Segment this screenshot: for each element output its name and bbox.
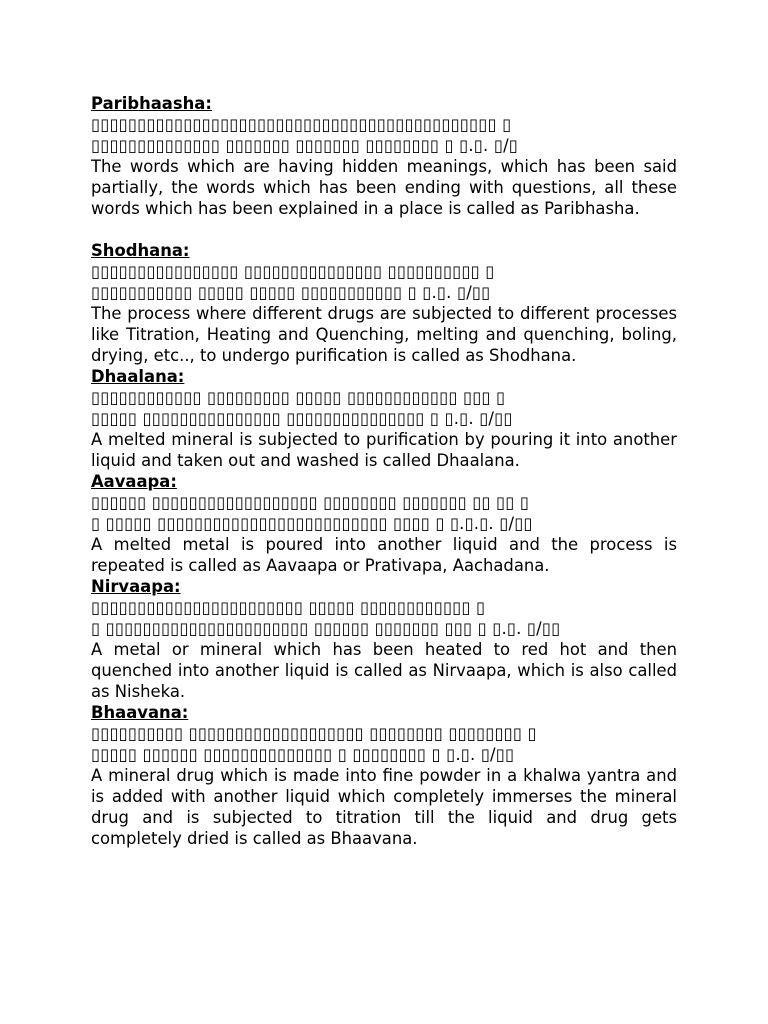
- section-aavaapa: [91, 471, 677, 576]
- sloka-line: ▯▯▯▯▯▯▯▯▯▯▯▯ ▯▯▯▯▯▯▯▯▯ ▯▯▯▯▯ ▯▯▯▯▯▯▯▯▯▯▯▯ ▯▯▯ ▯: [91, 388, 506, 407]
- sloka-line: ▯▯▯▯▯▯▯▯▯▯▯▯▯▯▯▯▯▯▯▯▯▯▯▯▯▯▯▯▯▯▯▯▯▯▯▯▯▯▯▯▯▯▯▯ ▯: [91, 115, 512, 134]
- sloka-line: ▯▯▯▯▯▯▯▯▯▯▯▯▯▯ ▯▯▯▯▯▯▯ ▯▯▯▯▯▯▯ ▯▯▯▯▯▯▯▯ ▯ ▯.▯. ▯/▯: [91, 136, 519, 155]
- section-description: A melted metal is poured into another liquid and the process is repeated is called as Aavaapa or Prativapa, Aachadana.: [91, 535, 677, 575]
- section-dhaalana: [91, 366, 677, 471]
- section-heading: Aavaapa:: [91, 472, 177, 491]
- section-description: A mineral drug which is made into fine powder in a khalwa yantra and is added with another liquid which completely immerses the mineral drug and is subjected to titration till the liquid and drug gets completely dried is called as Bhaavana.: [91, 766, 677, 848]
- sloka-line: ▯▯▯▯▯ ▯▯▯▯▯▯▯▯▯▯▯▯▯▯▯ ▯▯▯▯▯▯▯▯▯▯▯▯▯▯▯ ▯ ▯.▯. ▯/▯▯: [91, 409, 513, 428]
- section-description: The process where different drugs are subjected to different processes like Titration, Heating and Quenching, melting and quenching, boling, drying, etc.., to undergo purification is called as Shodhana.: [91, 304, 677, 365]
- section-heading: Nirvaapa:: [91, 577, 181, 596]
- sloka-line: ▯▯▯▯▯▯ ▯▯▯▯▯▯▯▯▯▯▯▯▯▯▯▯▯▯ ▯▯▯▯▯▯▯▯ ▯▯▯▯▯▯▯ ▯▯ ▯▯ ▯: [91, 493, 530, 512]
- blank-line: [91, 219, 677, 240]
- sloka-line: ▯ ▯▯▯▯▯ ▯▯▯▯▯▯▯▯▯▯▯▯▯▯▯▯▯▯▯▯▯▯▯▯▯ ▯▯▯▯ ▯ ▯.▯.▯. ▯/▯▯: [91, 514, 533, 533]
- section-shodhana: [91, 240, 677, 366]
- section-nirvaapa: [91, 576, 677, 702]
- section-paribhaasha: [91, 93, 677, 219]
- document-page: [91, 93, 677, 849]
- section-description: A melted mineral is subjected to purification by pouring it into another liquid and taken out and washed is called Dhaalana.: [91, 430, 677, 470]
- section-heading: Shodhana:: [91, 241, 190, 260]
- sloka-line: ▯▯▯▯▯▯▯▯▯▯▯▯▯▯▯▯▯▯▯▯▯▯▯ ▯▯▯▯▯ ▯▯▯▯▯▯▯▯▯▯▯▯ ▯: [91, 598, 486, 617]
- section-heading: Paribhaasha:: [91, 94, 212, 113]
- section-heading: Bhaavana:: [91, 703, 189, 722]
- sloka-line: ▯▯▯▯▯▯▯▯▯▯▯▯▯▯▯▯ ▯▯▯▯▯▯▯▯▯▯▯▯▯▯▯ ▯▯▯▯▯▯▯▯▯▯ ▯: [91, 262, 495, 281]
- sloka-line: ▯▯▯▯▯ ▯▯▯▯▯▯ ▯▯▯▯▯▯▯▯▯▯▯▯▯▯ ▯ ▯▯▯▯▯▯▯▯ ▯ ▯.▯. ▯/▯▯: [91, 745, 515, 764]
- section-description: A metal or mineral which has been heated to red hot and then quenched into another liquid is called as Nirvaapa, which is also called as Nisheka.: [91, 640, 677, 701]
- sloka-line: ▯ ▯▯▯▯▯▯▯▯▯▯▯▯▯▯▯▯▯▯▯▯▯▯ ▯▯▯▯▯▯ ▯▯▯▯▯▯▯ ▯▯▯ ▯ ▯.▯. ▯/▯▯: [91, 619, 561, 638]
- sloka-line: ▯▯▯▯▯▯▯▯▯▯ ▯▯▯▯▯▯▯▯▯▯▯▯▯▯▯▯▯▯▯ ▯▯▯▯▯▯▯▯ ▯▯▯▯▯▯▯▯ ▯: [91, 724, 537, 743]
- section-heading: Dhaalana:: [91, 367, 185, 386]
- sloka-line: ▯▯▯▯▯▯▯▯▯▯▯ ▯▯▯▯▯ ▯▯▯▯▯ ▯▯▯▯▯▯▯▯▯▯▯ ▯ ▯.▯. ▯/▯▯: [91, 283, 491, 302]
- section-bhaavana: [91, 702, 677, 849]
- section-description: The words which are having hidden meanings, which has been said partially, the words which has been ending with questions, all these words which has been explained in a place is called as Paribhasha.: [91, 157, 677, 218]
